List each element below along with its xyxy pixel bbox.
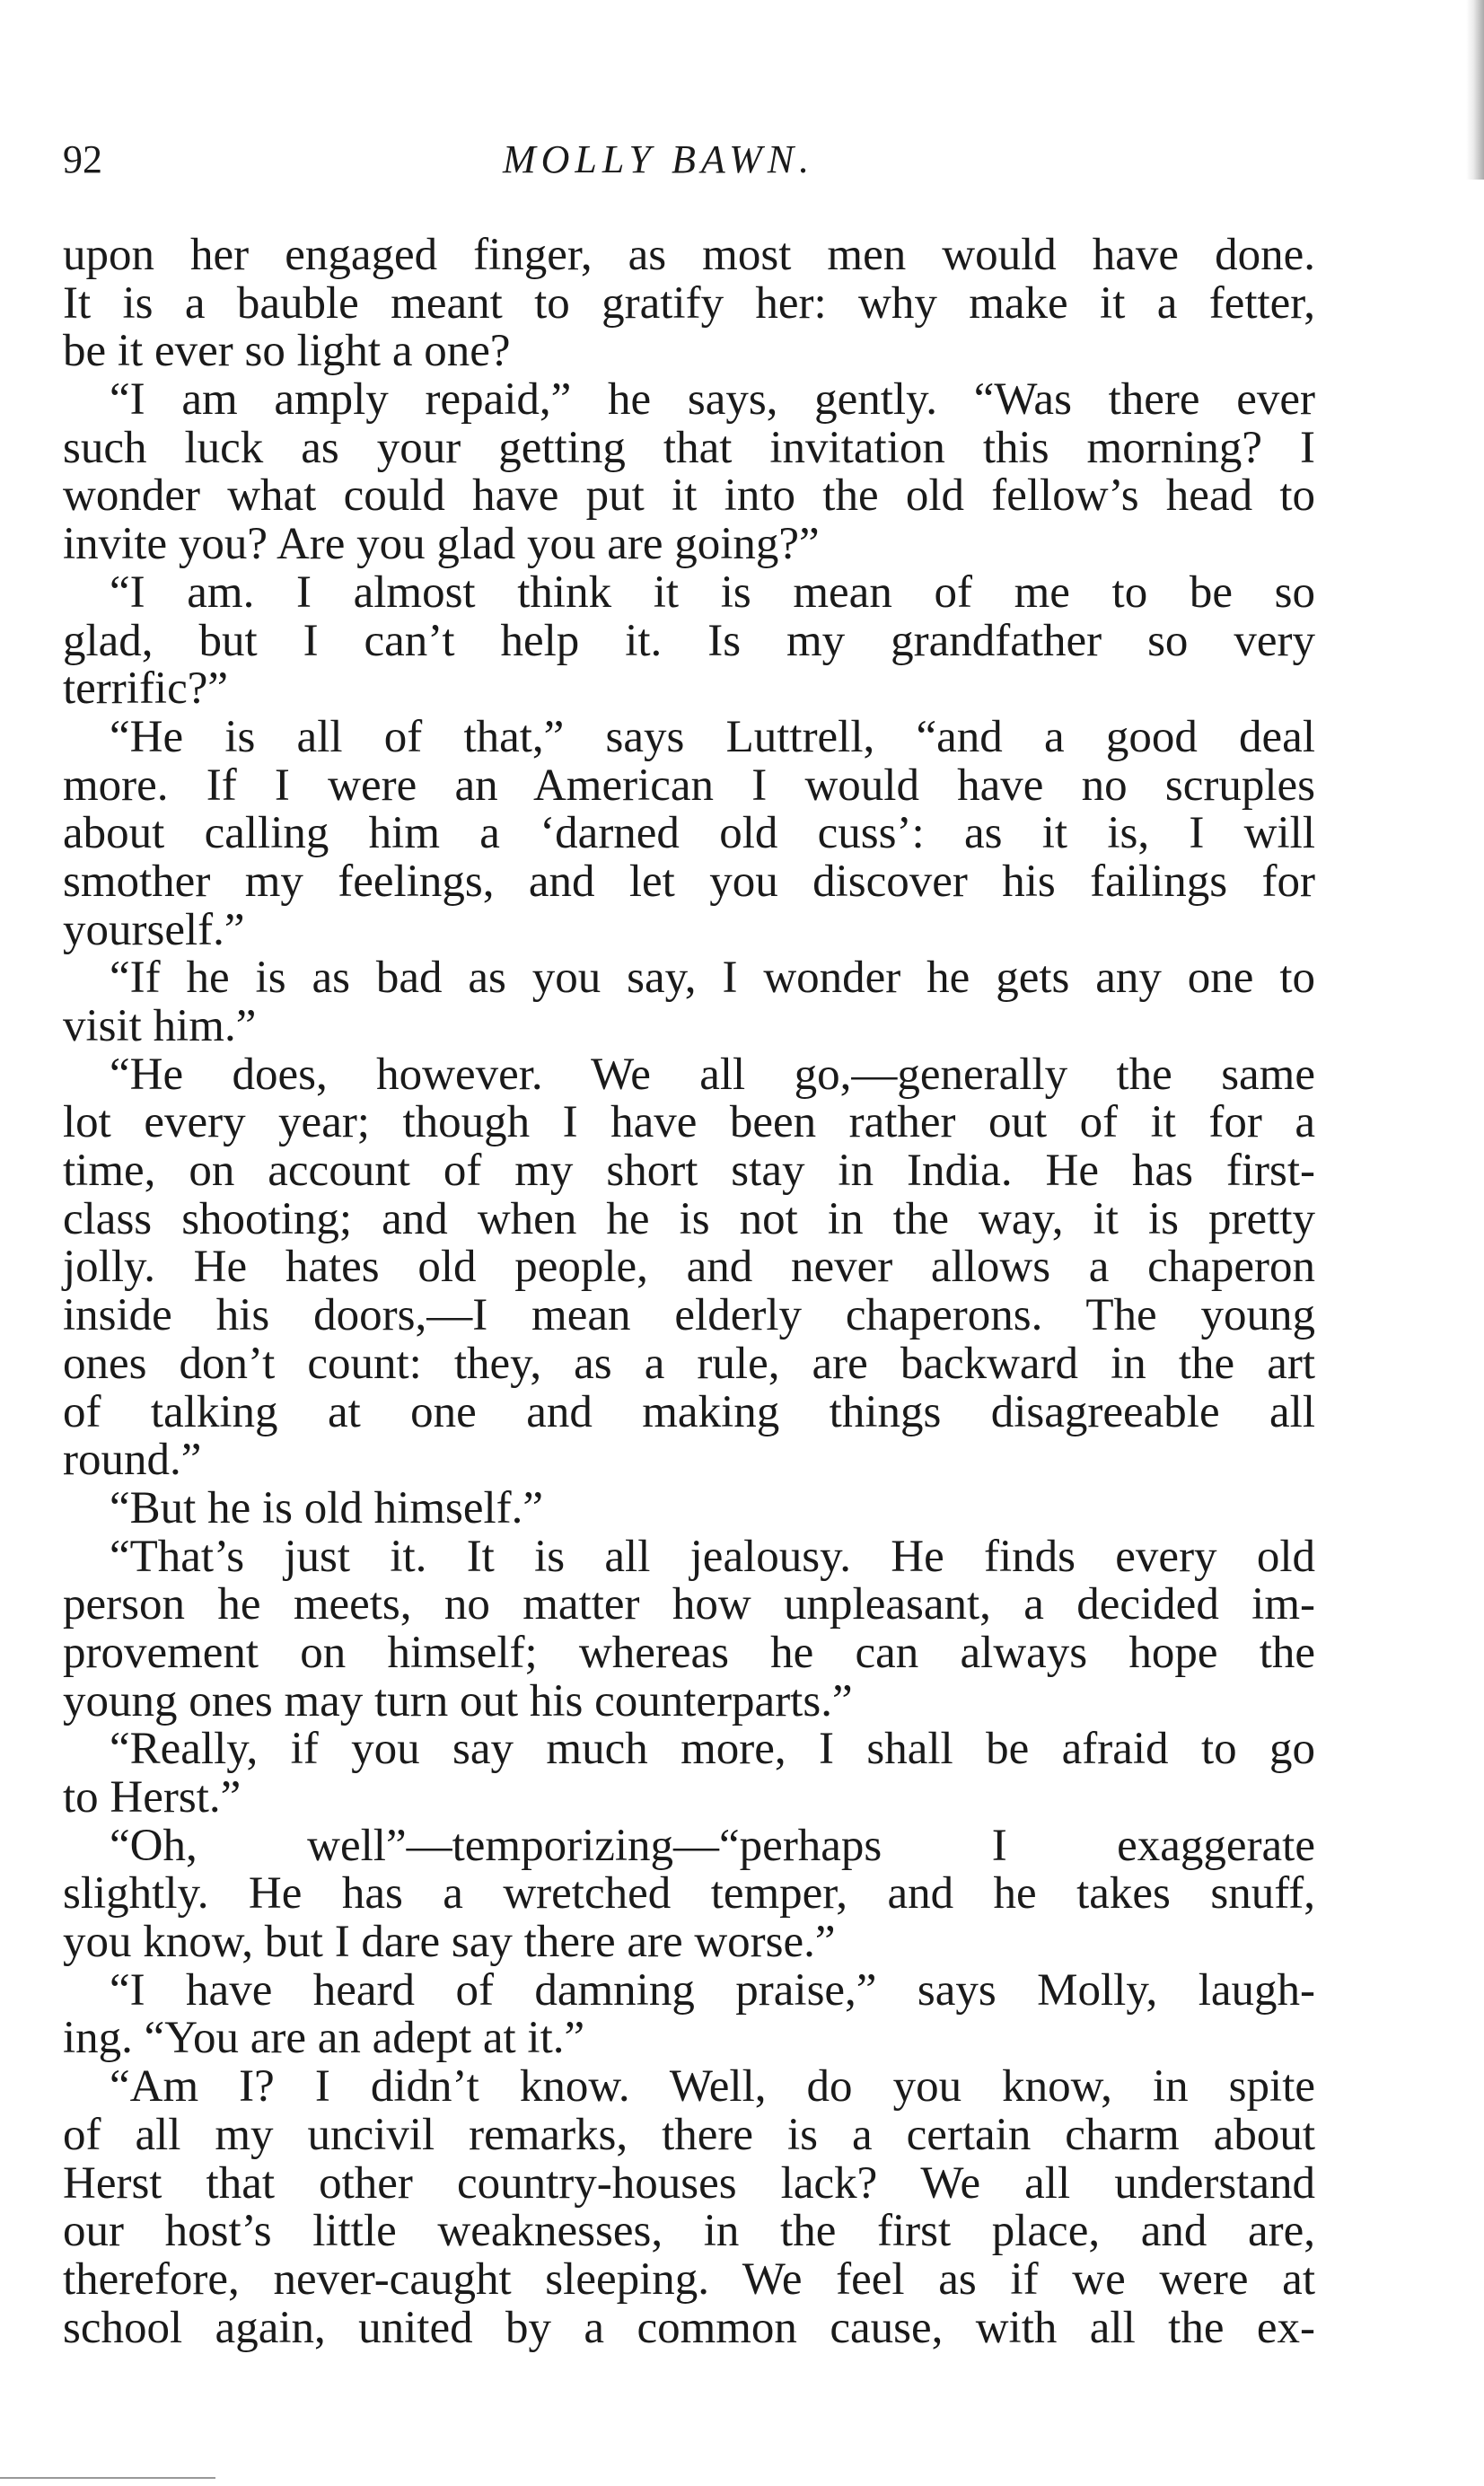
text-line: “Really, if you say much more, I shall be afraid to go xyxy=(110,1724,1315,1775)
text-line: “He does, however. We all go,—generally the same xyxy=(110,1049,1315,1100)
text-line: more. If I were an American I would have no scruples xyxy=(63,760,1315,811)
text-line: “If he is as bad as you say, I wonder he gets any one to xyxy=(110,953,1315,1004)
text-line: “I am. I almost think it is mean of me to be so xyxy=(110,567,1315,618)
text-line: class shooting; and when he is not in the way, it is pretty xyxy=(63,1193,1315,1244)
text-line: you know, but I dare say there are worse.” xyxy=(63,1917,836,1968)
text-line: about calling him a ‘darned old cuss’: as it is, I will xyxy=(63,808,1315,859)
text-line: yourself.” xyxy=(63,904,245,955)
body-text xyxy=(63,232,1315,2352)
text-line: inside his doors,—I mean elderly chaperons. The young xyxy=(63,1290,1315,1341)
text-line: therefore, never-caught sleeping. We feel as if we were at xyxy=(63,2253,1315,2305)
text-line: It is a bauble meant to gratify her: why make it a fetter, xyxy=(63,277,1315,329)
text-line: terrific?” xyxy=(63,663,229,715)
text-line: person he meets, no matter how unpleasant, a decided im- xyxy=(63,1579,1315,1630)
text-line: smother my feelings, and let you discover his failings for xyxy=(63,856,1315,907)
text-line: upon her engaged finger, as most men would have done. xyxy=(63,230,1315,280)
text-line: wonder what could have put it into the old fellow’s head to xyxy=(63,470,1315,522)
text-line: invite you? Are you glad you are going?” xyxy=(63,519,820,570)
text-line: “But he is old himself.” xyxy=(110,1482,544,1533)
text-line: round.” xyxy=(63,1435,202,1486)
text-line: “I have heard of damning praise,” says Molly, laugh- xyxy=(110,1964,1315,2016)
text-line: ing. “You are an adept at it.” xyxy=(63,2013,585,2064)
text-line: of talking at one and making things disagreeable all xyxy=(63,1386,1315,1437)
text-line: young ones may turn out his counterparts.” xyxy=(63,1675,853,1726)
text-line: Herst that other country-houses lack? We all understand xyxy=(63,2157,1315,2209)
text-line: slightly. He has a wretched temper, and he takes snuff, xyxy=(63,1868,1315,1919)
page-edge-shadow xyxy=(1466,0,1484,180)
text-line: “That’s just it. It is all jealousy. He finds every old xyxy=(110,1531,1315,1582)
text-line: lot every year; though I have been rather out of it for a xyxy=(63,1097,1315,1148)
text-line: “Oh, well”—temporizing—“perhaps I exaggerate xyxy=(110,1820,1315,1871)
page-number: 92 xyxy=(63,137,102,181)
text-line: provement on himself; whereas he can always hope the xyxy=(63,1627,1315,1678)
text-line: “Am I? I didn’t know. Well, do you know, in spite xyxy=(110,2061,1315,2113)
page-header xyxy=(63,136,1320,190)
text-line: “He is all of that,” says Luttrell, “and a good deal xyxy=(110,711,1315,762)
text-line: our host’s little weaknesses, in the first place, and are, xyxy=(63,2206,1315,2257)
text-line: glad, but I can’t help it. Is my grandfather so very xyxy=(63,615,1315,666)
text-line: time, on account of my short stay in India. He has first- xyxy=(63,1146,1315,1197)
text-line: jolly. He hates old people, and never allows a chaperon xyxy=(63,1242,1315,1293)
text-line: to Herst.” xyxy=(63,1772,241,1823)
text-line: school again, united by a common cause, with all the ex- xyxy=(63,2302,1315,2353)
text-line: of all my uncivil remarks, there is a certain charm about xyxy=(63,2109,1315,2160)
text-line: be it ever so light a one? xyxy=(63,326,511,377)
text-line: “I am amply repaid,” he says, gently. “Was there ever xyxy=(110,374,1315,426)
footer-rule xyxy=(0,2477,215,2479)
text-line: such luck as your getting that invitation this morning? I xyxy=(63,422,1315,473)
running-title: MOLLY BAWN. xyxy=(503,137,815,181)
text-line: ones don’t count: they, as a rule, are backward in the art xyxy=(63,1338,1315,1389)
text-line: visit him.” xyxy=(63,1001,257,1051)
